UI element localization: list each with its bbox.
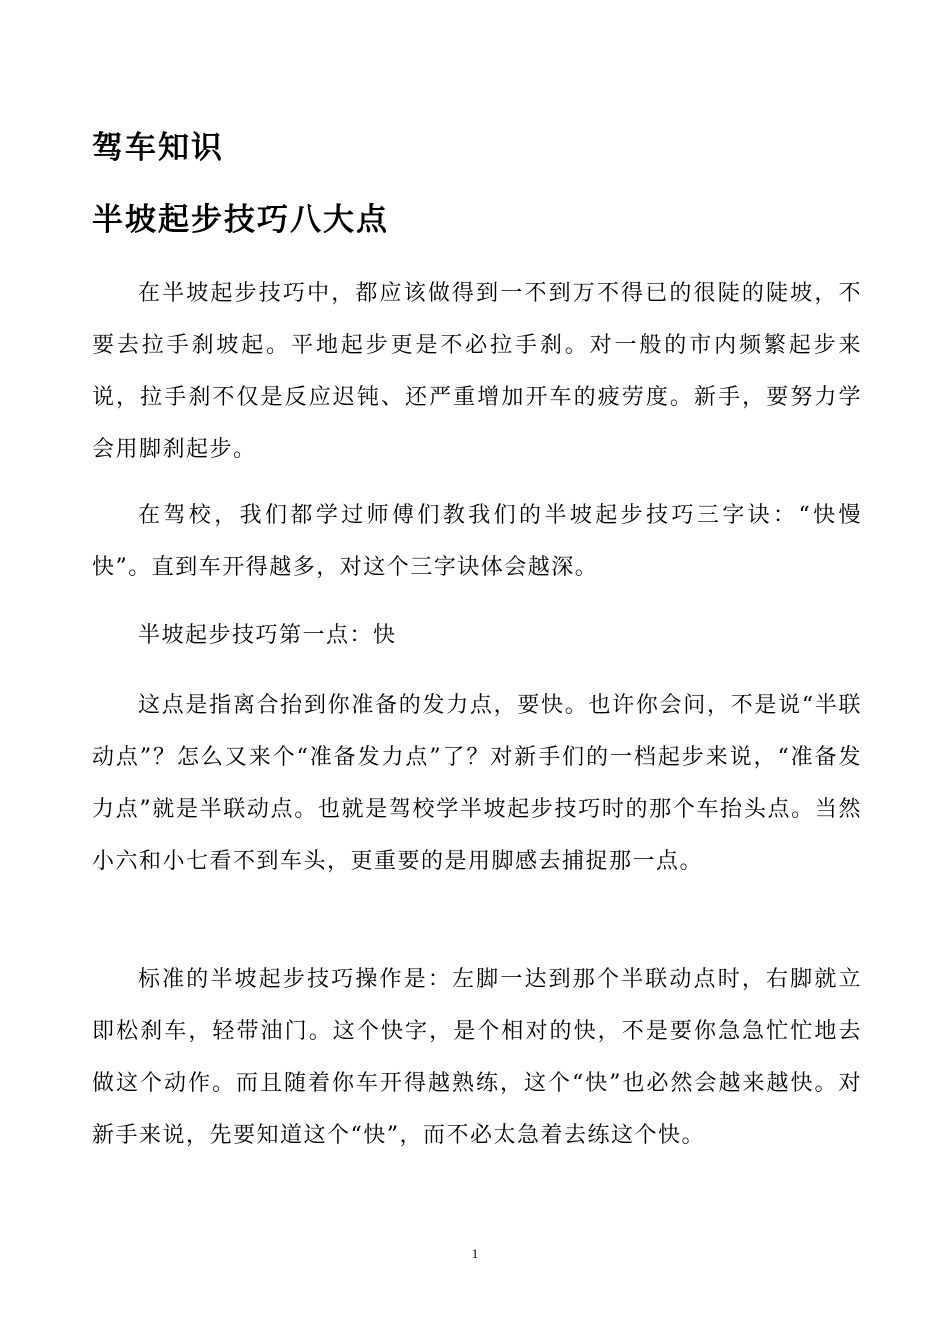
paragraph-point-one-explanation: 这点是指离合抬到你准备的发力点，要快。也许你会问，不是说“半联动点”？怎么又来个“准备发力点”了？对新手们的一档起步来说，“准备发力点”就是半联动点。也就是驾校学半坡起步技巧时的那个车抬头点。当然小六和小七看不到车头，更重要的是用脚感去捕捉那一点。 (92, 693, 862, 874)
page-number: 1 (471, 1246, 479, 1261)
section-title: 驾车知识 (92, 130, 224, 166)
paragraph-point-one-heading: 半坡起步技巧第一点：快 (138, 623, 397, 648)
paragraph-driving-school: 在驾校，我们都学过师傅们教我们的半坡起步技巧三字诀：“快慢快”。直到车开得越多，对这个三字诀体会越深。 (92, 503, 862, 580)
article-title: 半坡起步技巧八大点 (92, 202, 389, 238)
paragraph-standard-operation: 标准的半坡起步技巧操作是：左脚一达到那个半联动点时，右脚就立即松刹车，轻带油门。这个快字，是个相对的快，不是要你急急忙忙地去做这个动作。而且随着你车开得越熟练，这个“快”也必然会越来越快。对新手来说，先要知道这个“快”，而不必太急着去练这个快。 (92, 967, 862, 1148)
paragraph-intro: 在半坡起步技巧中，都应该做得到一不到万不得已的很陡的陡坡，不要去拉手刹坡起。平地起步更是不必拉手刹。对一般的市内频繁起步来说，拉手刹不仅是反应迟钝、还严重增加开车的疲劳度。新手，要努力学会用脚刹起步。 (92, 281, 862, 462)
